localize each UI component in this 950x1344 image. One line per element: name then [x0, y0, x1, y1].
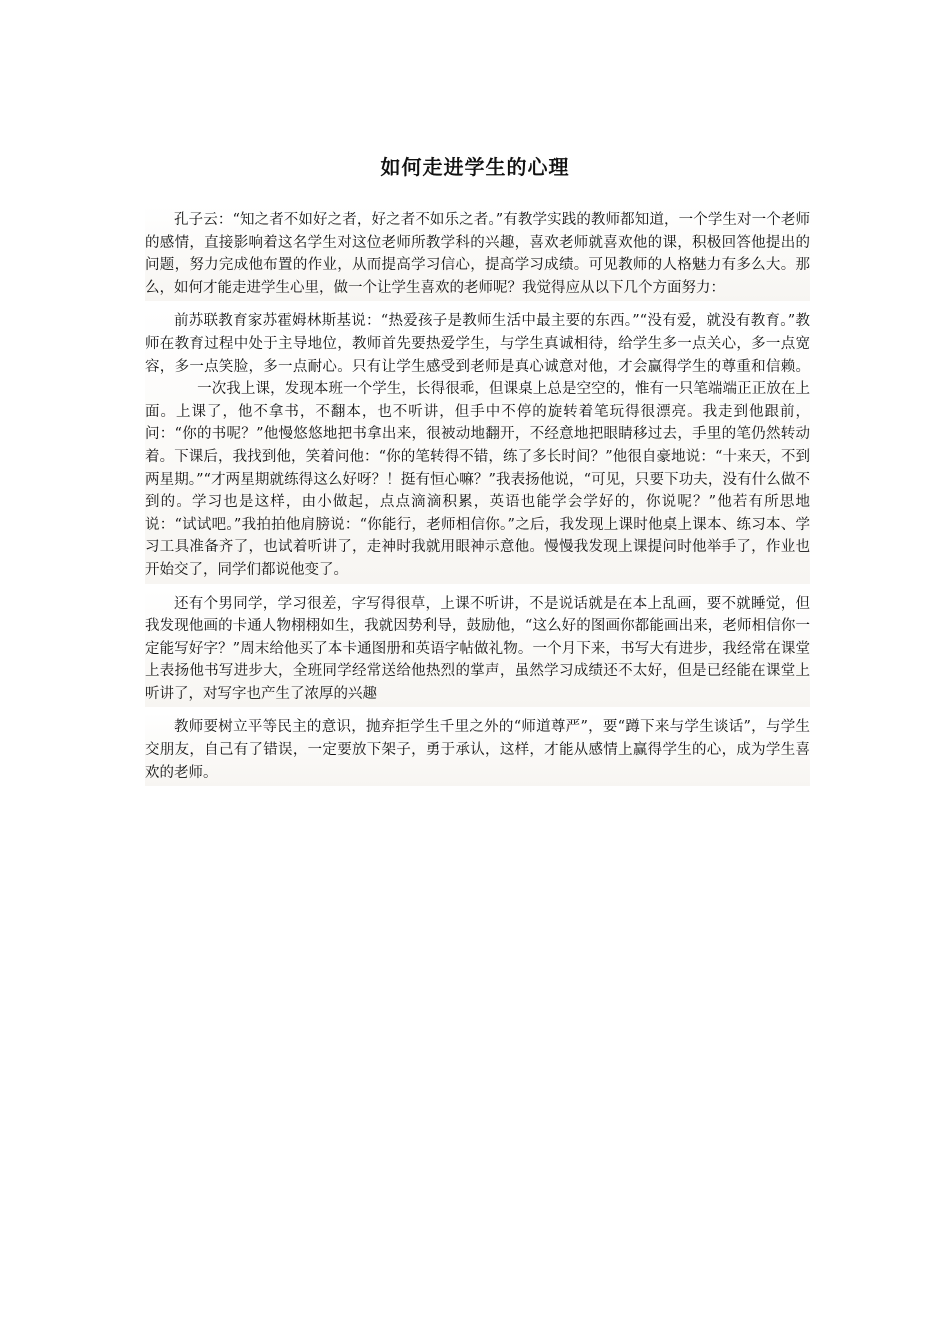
paragraph-intro: 孔子云：“知之者不如好之者，好之者不如乐之者。”有教学实践的教师都知道，一个学生对一个老师的感情，直接影响着这名学生对这位老师所教学科的兴趣，喜欢老师就喜欢他的课，积极回答他提出的问题，努力完成他布置的作业，从而提高学习信心，提高学习成绩。可见教师的人格魅力有多么大。那么，如何才能走进学生心里，做一个让学生喜欢的老师呢？我觉得应从以下几个方面努力：: [145, 206, 810, 301]
paragraph-love-students-text: 前苏联教育家苏霍姆林斯基说：“热爱孩子是教师生活中最主要的东西。”“没有爱，就没有教育。”教师在教育过程中处于主导地位，教师首先要热爱学生，与学生真诚相待，给学生多一点关心，多一点宽容，多一点笑脸，多一点耐心。只有让学生感受到老师是真心诚意对他，才会赢得学生的尊重和信赖。: [145, 313, 810, 375]
paragraph-pen-story-text: 一次我上课，发现本班一个学生，长得很乖，但课桌上总是空空的，惟有一只笔端端正正放在上面。上课了，他不拿书，不翻本，也不听讲，但手中不停的旋转着笔玩得很漂亮。我走到他跟前，问：“你的书呢？”他慢悠悠地把书拿出来，很被动地翻开，不经意地把眼睛移过去，手里的笔仍然转动着。下课后，我找到他，笑着问他：“你的笔转得不错，练了多长时间？”他很自豪地说：“十来天，不到两星期。”“才两星期就练得这么好呀？！挺有恒心嘛？”我表扬他说，“可见，只要下功夫，没有什么做不到的。学习也是这样，由小做起，点点滴滴积累，英语也能学会学好的，你说呢？”他若有所思地说：“试试吧。”我拍拍他肩膀说：“你能行，老师相信你。”之后，我发现上课时他桌上课本、练习本、学习工具准备齐了，也试着听讲了，走神时我就用眼神示意他。慢慢我发现上课提问时他举手了，作业也开始交了，同学们都说他变了。: [145, 381, 810, 578]
document-body: [145, 206, 810, 792]
paragraph-love-students: [145, 307, 810, 583]
paragraph-equality: 教师要树立平等民主的意识，抛弃拒学生千里之外的“师道尊严”，要“蹲下来与学生谈话”，与学生交朋友，自己有了错误，一定要放下架子，勇于承认，这样，才能从感情上赢得学生的心，成为学生喜欢的老师。: [145, 713, 810, 786]
paragraph-cartoon-student: 还有个男同学，学习很差，字写得很草，上课不听讲，不是说话就是在本上乱画，要不就睡觉，但我发现他画的卡通人物栩栩如生，我就因势利导，鼓励他，“这么好的图画你都能画出来，老师相信你一定能写好字？”周末给他买了本卡通图册和英语字帖做礼物。一个月下来，书写大有进步，我经常在课堂上表扬他书写进步大，全班同学经常送给他热烈的掌声，虽然学习成绩还不太好，但是已经能在课堂上听讲了，对写字也产生了浓厚的兴趣: [145, 590, 810, 708]
document-title: 如何走进学生的心理: [380, 155, 570, 179]
